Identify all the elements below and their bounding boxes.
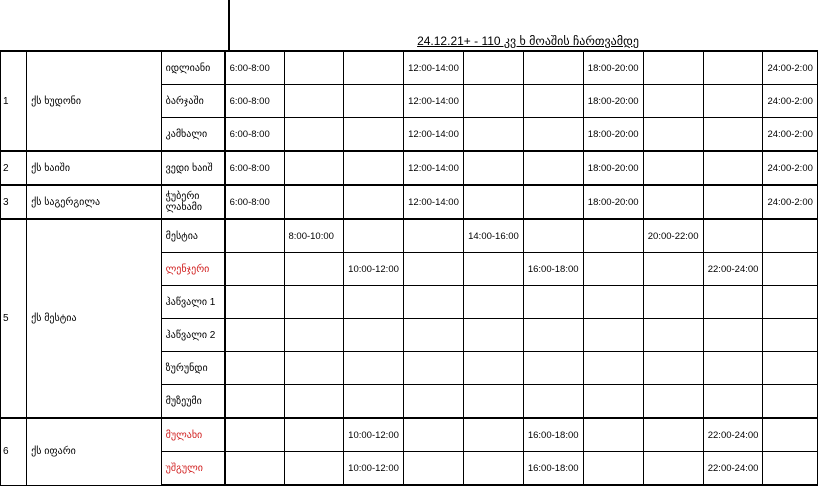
time-slot	[643, 51, 703, 85]
time-slot	[225, 385, 284, 419]
time-slot	[583, 286, 643, 319]
time-slot	[763, 219, 818, 253]
time-slot	[225, 219, 284, 253]
group-number: 2	[1, 151, 27, 185]
time-slot	[344, 352, 404, 385]
time-slot	[583, 253, 643, 286]
substation-name: იდლიანი	[161, 51, 224, 85]
time-slot: 8:00-10:00	[284, 219, 344, 253]
substation-name: ჰაწვალი 1	[161, 286, 224, 319]
time-slot	[523, 51, 583, 85]
time-slot	[523, 219, 583, 253]
time-slot	[643, 418, 703, 452]
time-slot	[464, 418, 524, 452]
line-name: ქს ხუდონი	[27, 51, 162, 151]
time-slot	[703, 51, 763, 85]
time-slot: 18:00-20:00	[583, 51, 643, 85]
time-slot	[225, 418, 284, 452]
time-slot	[643, 151, 703, 185]
time-slot	[284, 385, 344, 419]
time-slot: 6:00-8:00	[225, 85, 284, 118]
time-slot: 22:00-24:00	[703, 418, 763, 452]
time-slot	[284, 151, 344, 185]
time-slot	[763, 319, 818, 352]
time-slot	[284, 185, 344, 219]
time-slot	[763, 452, 818, 486]
time-slot: 10:00-12:00	[344, 253, 404, 286]
time-slot	[583, 219, 643, 253]
time-slot	[404, 352, 464, 385]
time-slot	[763, 253, 818, 286]
time-slot: 22:00-24:00	[703, 452, 763, 486]
time-slot	[344, 219, 404, 253]
time-slot	[703, 319, 763, 352]
time-slot	[344, 85, 404, 118]
time-slot	[763, 418, 818, 452]
time-slot: 16:00-18:00	[523, 253, 583, 286]
time-slot	[643, 385, 703, 419]
time-slot	[284, 51, 344, 85]
time-slot	[464, 352, 524, 385]
time-slot	[523, 286, 583, 319]
time-slot	[763, 286, 818, 319]
substation-name: უშგული	[161, 452, 224, 486]
time-slot: 18:00-20:00	[583, 185, 643, 219]
time-slot	[464, 85, 524, 118]
time-slot: 12:00-14:00	[404, 51, 464, 85]
time-slot	[643, 118, 703, 152]
time-slot	[763, 352, 818, 385]
time-slot	[284, 286, 344, 319]
time-slot	[344, 286, 404, 319]
time-slot: 18:00-20:00	[583, 151, 643, 185]
time-slot: 6:00-8:00	[225, 51, 284, 85]
time-slot	[404, 219, 464, 253]
substation-name: ზურუნდი	[161, 352, 224, 385]
time-slot	[643, 319, 703, 352]
time-slot: 6:00-8:00	[225, 151, 284, 185]
time-slot	[404, 418, 464, 452]
time-slot	[703, 219, 763, 253]
group-number: 6	[1, 418, 27, 485]
time-slot	[523, 185, 583, 219]
substation-name: კამხალი	[161, 118, 224, 152]
time-slot: 12:00-14:00	[404, 85, 464, 118]
time-slot	[703, 118, 763, 152]
schedule-table	[0, 50, 818, 486]
substation-name: ვედი ხაიშ	[161, 151, 224, 185]
time-slot	[643, 185, 703, 219]
time-slot	[464, 286, 524, 319]
line-name: ქს ხაიში	[27, 151, 162, 185]
line-name: ქს იფარი	[27, 418, 162, 485]
time-slot	[344, 319, 404, 352]
time-slot	[464, 385, 524, 419]
time-slot	[464, 319, 524, 352]
line-name: ქს საგერგილა	[27, 185, 162, 219]
time-slot: 24:00-2:00	[763, 85, 818, 118]
time-slot	[643, 286, 703, 319]
time-slot: 6:00-8:00	[225, 118, 284, 152]
time-slot	[763, 385, 818, 419]
time-slot	[523, 85, 583, 118]
time-slot	[344, 185, 404, 219]
time-slot	[225, 253, 284, 286]
time-slot	[583, 385, 643, 419]
time-slot	[643, 352, 703, 385]
time-slot	[643, 452, 703, 486]
line-name: ქს მესტია	[27, 219, 162, 418]
time-slot	[523, 151, 583, 185]
time-slot	[225, 319, 284, 352]
time-slot	[583, 319, 643, 352]
time-slot	[703, 151, 763, 185]
substation-name: ჰაწვალი 2	[161, 319, 224, 352]
time-slot	[225, 352, 284, 385]
time-slot: 18:00-20:00	[583, 118, 643, 152]
time-slot: 20:00-22:00	[643, 219, 703, 253]
time-slot	[344, 151, 404, 185]
group-number: 3	[1, 185, 27, 219]
time-slot	[284, 452, 344, 486]
substation-name: ბარჯაში	[161, 85, 224, 118]
time-slot: 16:00-18:00	[523, 418, 583, 452]
time-slot	[523, 319, 583, 352]
table-row	[1, 151, 818, 185]
schedule-title: 24.12.21+ - 110 კვ ხ მოაშის ჩართვამდე	[417, 34, 639, 48]
time-slot	[404, 286, 464, 319]
time-slot	[284, 85, 344, 118]
time-slot: 24:00-2:00	[763, 185, 818, 219]
table-row	[1, 219, 818, 253]
substation-name: მუზეუმი	[161, 385, 224, 419]
group-number: 5	[1, 219, 27, 418]
time-slot: 12:00-14:00	[404, 185, 464, 219]
time-slot: 16:00-18:00	[523, 452, 583, 486]
time-slot	[523, 385, 583, 419]
time-slot	[404, 319, 464, 352]
time-slot	[523, 352, 583, 385]
time-slot	[703, 385, 763, 419]
time-slot: 18:00-20:00	[583, 85, 643, 118]
substation-name: მესტია	[161, 219, 224, 253]
table-row	[1, 418, 818, 452]
header-divider	[228, 0, 230, 50]
time-slot	[583, 452, 643, 486]
time-slot	[404, 253, 464, 286]
time-slot	[464, 253, 524, 286]
time-slot	[464, 185, 524, 219]
time-slot	[344, 385, 404, 419]
substation-name: ჭუბერი ლახამი	[161, 185, 224, 219]
time-slot	[464, 151, 524, 185]
substation-name: ლენჯერი	[161, 253, 224, 286]
time-slot	[464, 51, 524, 85]
time-slot	[583, 352, 643, 385]
time-slot: 12:00-14:00	[404, 118, 464, 152]
time-slot: 10:00-12:00	[344, 452, 404, 486]
table-row	[1, 185, 818, 219]
time-slot: 24:00-2:00	[763, 51, 818, 85]
time-slot	[703, 286, 763, 319]
time-slot	[703, 185, 763, 219]
time-slot	[404, 452, 464, 486]
time-slot: 6:00-8:00	[225, 185, 284, 219]
time-slot	[643, 253, 703, 286]
time-slot	[225, 286, 284, 319]
time-slot	[464, 452, 524, 486]
substation-name: მულახი	[161, 418, 224, 452]
time-slot: 22:00-24:00	[703, 253, 763, 286]
time-slot: 14:00-16:00	[464, 219, 524, 253]
time-slot	[344, 118, 404, 152]
time-slot	[404, 385, 464, 419]
time-slot	[583, 418, 643, 452]
time-slot: 24:00-2:00	[763, 151, 818, 185]
time-slot	[284, 418, 344, 452]
time-slot	[344, 51, 404, 85]
group-number: 1	[1, 51, 27, 151]
time-slot: 12:00-14:00	[404, 151, 464, 185]
table-row	[1, 51, 818, 85]
time-slot: 24:00-2:00	[763, 118, 818, 152]
time-slot	[523, 118, 583, 152]
time-slot	[703, 352, 763, 385]
time-slot	[225, 452, 284, 486]
time-slot	[284, 118, 344, 152]
time-slot	[284, 319, 344, 352]
time-slot	[464, 118, 524, 152]
time-slot: 10:00-12:00	[344, 418, 404, 452]
time-slot	[643, 85, 703, 118]
time-slot	[284, 253, 344, 286]
time-slot	[284, 352, 344, 385]
time-slot	[703, 85, 763, 118]
